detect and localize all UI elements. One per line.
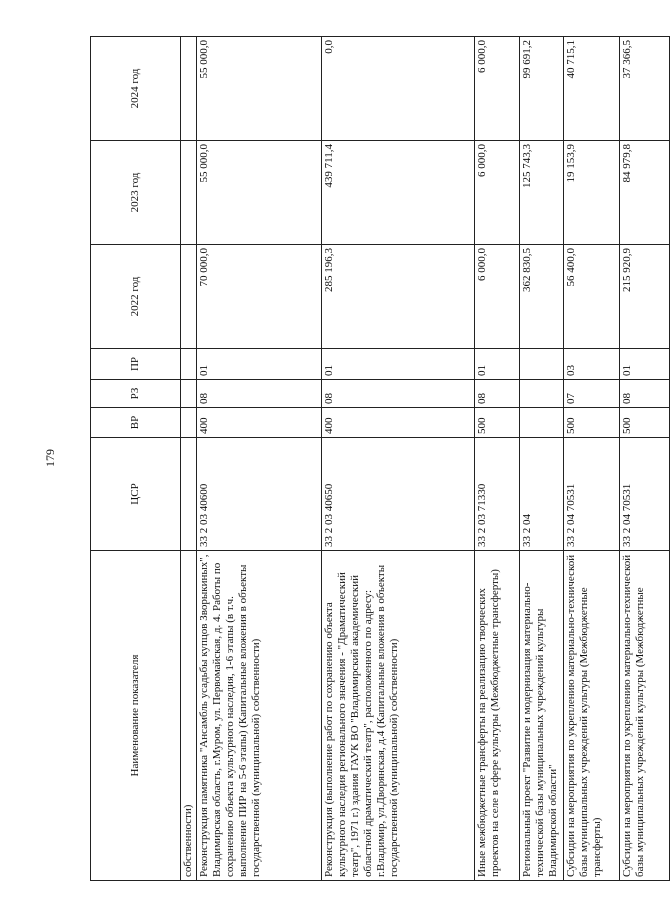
cell-2024: 6 000,0 [475, 37, 520, 141]
cell-csr: 33 2 03 71330 [475, 438, 520, 551]
table-row [322, 37, 475, 881]
cell-csr: 33 2 04 [520, 438, 564, 551]
cell-name: Иные межбюджетные трансферты на реализацию творческих проектов на селе в сфере культуры (Межбюджетные трансферты) [475, 551, 520, 881]
cell-rz [181, 380, 197, 408]
table-row [197, 37, 322, 881]
cell-pr [181, 349, 197, 380]
cell-rz: 08 [620, 380, 670, 408]
cell-csr: 33 2 04 70531 [564, 438, 620, 551]
cell-2023: 6 000,0 [475, 141, 520, 245]
cell-2022: 215 920,9 [620, 245, 670, 349]
header-csr: ЦСР [91, 438, 181, 551]
rotated-table-frame [90, 37, 646, 881]
cell-vr: 500 [475, 408, 520, 438]
cell-2024: 40 715,1 [564, 37, 620, 141]
cell-2022: 362 830,5 [520, 245, 564, 349]
table-row [620, 37, 670, 881]
cell-name: Региональный проект "Развитие и модернизация материально-технической базы муниципальных учреждений культуры Владимирской области" [520, 551, 564, 881]
cell-pr: 01 [322, 349, 475, 380]
cell-2022: 56 400,0 [564, 245, 620, 349]
cell-2022: 6 000,0 [475, 245, 520, 349]
cell-2023 [181, 141, 197, 245]
cell-vr [181, 408, 197, 438]
cell-rz: 08 [475, 380, 520, 408]
cell-name: Реконструкция памятника "Ансамбль усадьбы купцов Зворыкиных", Владимирская область, г.Муром, ул. Первомайская, д. 4. Работы по сохранению объекта культурного наследия, 1-6 этапы (в т.ч. выполнение ПИР на 5-6 этапы) (Капитальные вложения в объекты государственной (муниципальной) собственности) [197, 551, 322, 881]
cell-csr: 33 2 03 40650 [322, 438, 475, 551]
cell-2023: 55 000,0 [197, 141, 322, 245]
cell-vr: 500 [620, 408, 670, 438]
cell-2022: 285 196,3 [322, 245, 475, 349]
cell-2024 [181, 37, 197, 141]
cell-pr: 01 [197, 349, 322, 380]
cell-vr [520, 408, 564, 438]
cell-name: Субсидии на мероприятия по укреплению материально-технической базы муниципальных учреждений культуры (Межбюджетные трансферты) [564, 551, 620, 881]
cell-name: Субсидии на мероприятия по укреплению материально-технической базы муниципальных учреждений культуры (Межбюджетные [620, 551, 670, 881]
cell-csr: 33 2 03 40600 [197, 438, 322, 551]
cell-name: Реконструкция (выполнение работ по сохранению объекта культурного наследия регионального значения - "Драматический театр", 1971 г.) здания ГАУК ВО "Владимирский академический областной драматический театр", расположенного по адресу: г.Владимир, ул.Дворянская, д.4 (Капитальные вложения в объекты государственной (муниципальной) собственности) [322, 551, 475, 881]
header-pr: ПР [91, 349, 181, 380]
table-row [520, 37, 564, 881]
cell-rz: 07 [564, 380, 620, 408]
cell-2024: 0,0 [322, 37, 475, 141]
table-row [564, 37, 620, 881]
budget-table [90, 36, 670, 881]
header-2024: 2024 год [91, 37, 181, 141]
page-number: 179 [43, 449, 57, 467]
cell-pr: 03 [564, 349, 620, 380]
table-row [475, 37, 520, 881]
cell-2023: 125 743,3 [520, 141, 564, 245]
cell-2022 [181, 245, 197, 349]
cell-2023: 84 979,8 [620, 141, 670, 245]
header-name: Наименование показателя [91, 551, 181, 881]
cell-vr: 400 [197, 408, 322, 438]
cell-2023: 439 711,4 [322, 141, 475, 245]
cell-pr: 01 [620, 349, 670, 380]
cell-pr [520, 349, 564, 380]
cell-2024: 99 691,2 [520, 37, 564, 141]
cell-csr [181, 438, 197, 551]
header-rz: РЗ [91, 380, 181, 408]
cell-rz: 08 [197, 380, 322, 408]
cell-rz: 08 [322, 380, 475, 408]
cell-2023: 19 153,9 [564, 141, 620, 245]
cell-vr: 500 [564, 408, 620, 438]
cell-csr: 33 2 04 70531 [620, 438, 670, 551]
cell-name: собственности) [181, 551, 197, 881]
table-container [90, 37, 646, 881]
cell-vr: 400 [322, 408, 475, 438]
table-row [181, 37, 197, 881]
header-vr: ВР [91, 408, 181, 438]
header-2023: 2023 год [91, 141, 181, 245]
header-row [91, 37, 181, 881]
cell-pr: 01 [475, 349, 520, 380]
cell-rz [520, 380, 564, 408]
cell-2022: 70 000,0 [197, 245, 322, 349]
header-2022: 2022 год [91, 245, 181, 349]
cell-2024: 55 000,0 [197, 37, 322, 141]
cell-2024: 37 366,5 [620, 37, 670, 141]
